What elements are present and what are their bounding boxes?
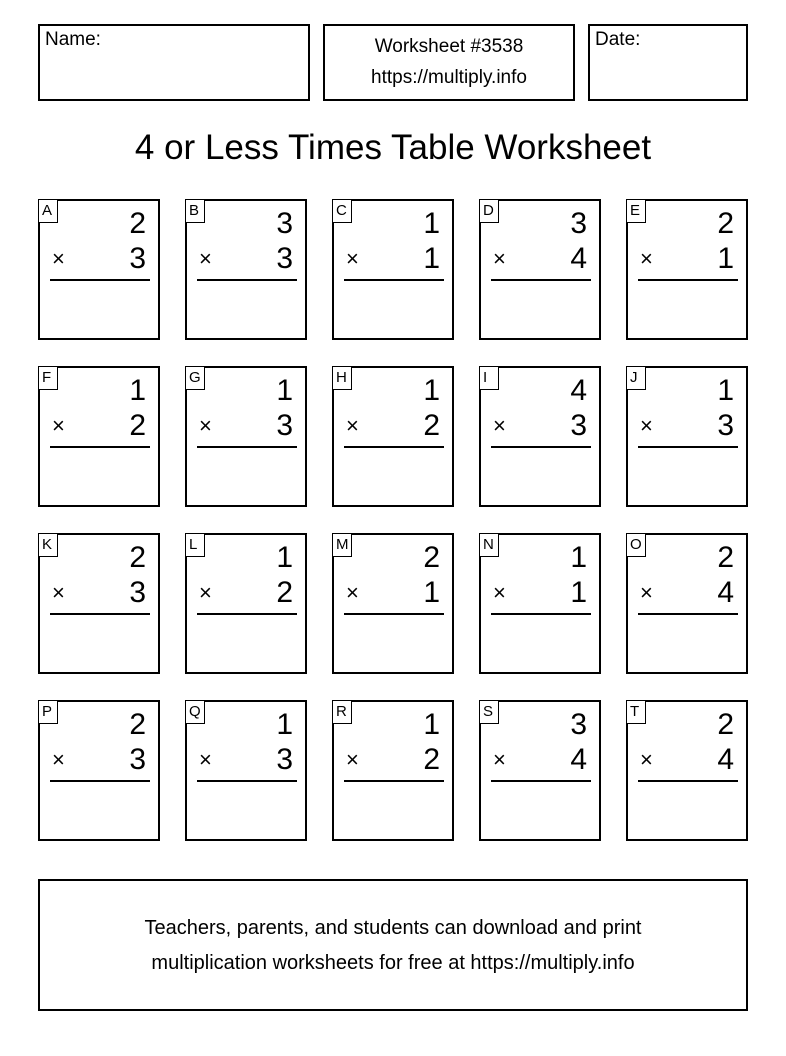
answer-line <box>197 446 297 448</box>
answer-line <box>638 780 738 782</box>
multiplier: 1 <box>570 576 587 609</box>
multiplier: 2 <box>423 743 440 776</box>
multiplicand: 1 <box>717 374 734 407</box>
answer-line <box>197 613 297 615</box>
problem-letter: R <box>332 700 352 724</box>
answer-line <box>50 613 150 615</box>
multiplicand: 2 <box>717 541 734 574</box>
multiplier: 2 <box>129 409 146 442</box>
problem-card <box>38 366 160 507</box>
problem-letter: K <box>38 533 58 557</box>
times-sign: × <box>493 580 506 605</box>
times-sign: × <box>640 413 653 438</box>
problem-letter: E <box>626 199 646 223</box>
multiplicand: 2 <box>129 207 146 240</box>
problem-letter: N <box>479 533 499 557</box>
multiplicand: 2 <box>423 541 440 574</box>
times-sign: × <box>346 747 359 772</box>
problem-letter: L <box>185 533 205 557</box>
multiplicand: 1 <box>276 708 293 741</box>
times-sign: × <box>493 747 506 772</box>
problem-card <box>185 700 307 841</box>
answer-line <box>50 780 150 782</box>
problem-card <box>626 199 748 340</box>
problem-letter: B <box>185 199 205 223</box>
multiplicand: 1 <box>129 374 146 407</box>
problem-card <box>479 533 601 674</box>
problem-letter: D <box>479 199 499 223</box>
problem-letter: F <box>38 366 58 390</box>
answer-line <box>638 279 738 281</box>
problem-card <box>626 366 748 507</box>
multiplicand: 1 <box>276 374 293 407</box>
times-sign: × <box>199 246 212 271</box>
problem-card <box>185 366 307 507</box>
problem-card <box>332 533 454 674</box>
answer-line <box>638 613 738 615</box>
multiplier: 3 <box>129 576 146 609</box>
multiplicand: 3 <box>276 207 293 240</box>
problem-card <box>479 366 601 507</box>
problem-letter: Q <box>185 700 205 724</box>
answer-line <box>344 446 444 448</box>
times-sign: × <box>52 413 65 438</box>
answer-line <box>491 780 591 782</box>
times-sign: × <box>493 246 506 271</box>
answer-line <box>344 613 444 615</box>
multiplier: 3 <box>276 242 293 275</box>
answer-line <box>491 279 591 281</box>
answer-line <box>491 613 591 615</box>
multiplier: 4 <box>570 743 587 776</box>
multiplier: 2 <box>423 409 440 442</box>
multiplier: 1 <box>717 242 734 275</box>
multiplier: 3 <box>129 743 146 776</box>
multiplier: 3 <box>276 743 293 776</box>
times-sign: × <box>640 246 653 271</box>
multiplicand: 2 <box>129 541 146 574</box>
problem-letter: A <box>38 199 58 223</box>
multiplier: 4 <box>570 242 587 275</box>
multiplier: 3 <box>129 242 146 275</box>
problem-card <box>332 366 454 507</box>
times-sign: × <box>346 246 359 271</box>
answer-line <box>197 279 297 281</box>
footer-line-1: Teachers, parents, and students can download and print <box>144 917 642 939</box>
multiplicand: 3 <box>570 708 587 741</box>
problem-letter: I <box>479 366 499 390</box>
problem-letter: H <box>332 366 352 390</box>
multiplier: 1 <box>423 242 440 275</box>
problem-card <box>38 199 160 340</box>
times-sign: × <box>199 580 212 605</box>
footer-box <box>38 879 748 1011</box>
problem-card <box>626 533 748 674</box>
multiplicand: 4 <box>570 374 587 407</box>
problem-letter: J <box>626 366 646 390</box>
times-sign: × <box>640 747 653 772</box>
problem-letter: S <box>479 700 499 724</box>
multiplier: 3 <box>717 409 734 442</box>
problem-card <box>626 700 748 841</box>
problem-letter: P <box>38 700 58 724</box>
page-title: 4 or Less Times Table Worksheet <box>134 128 652 167</box>
multiplicand: 1 <box>423 207 440 240</box>
problem-card <box>332 700 454 841</box>
multiplicand: 1 <box>570 541 587 574</box>
multiplicand: 1 <box>423 708 440 741</box>
multiplier: 1 <box>423 576 440 609</box>
answer-line <box>344 780 444 782</box>
times-sign: × <box>346 413 359 438</box>
times-sign: × <box>346 580 359 605</box>
times-sign: × <box>493 413 506 438</box>
multiplier: 4 <box>717 576 734 609</box>
answer-line <box>638 446 738 448</box>
problem-card <box>185 199 307 340</box>
multiplier: 3 <box>570 409 587 442</box>
multiplicand: 2 <box>129 708 146 741</box>
name-label: Name: <box>45 29 101 50</box>
date-label: Date: <box>595 29 641 50</box>
multiplicand: 3 <box>570 207 587 240</box>
answer-line <box>344 279 444 281</box>
problem-letter: M <box>332 533 352 557</box>
multiplicand: 2 <box>717 207 734 240</box>
problem-card <box>38 700 160 841</box>
problem-letter: G <box>185 366 205 390</box>
problem-card <box>332 199 454 340</box>
worksheet-url: https://multiply.info <box>371 67 527 88</box>
times-sign: × <box>52 747 65 772</box>
times-sign: × <box>52 246 65 271</box>
multiplicand: 1 <box>423 374 440 407</box>
multiplier: 4 <box>717 743 734 776</box>
problem-card <box>479 700 601 841</box>
answer-line <box>197 780 297 782</box>
worksheet-number: Worksheet #3538 <box>374 36 524 57</box>
answer-line <box>491 446 591 448</box>
multiplicand: 1 <box>276 541 293 574</box>
answer-line <box>50 446 150 448</box>
multiplier: 2 <box>276 576 293 609</box>
problem-card <box>185 533 307 674</box>
problem-card <box>479 199 601 340</box>
times-sign: × <box>52 580 65 605</box>
times-sign: × <box>199 747 212 772</box>
multiplier: 3 <box>276 409 293 442</box>
times-sign: × <box>640 580 653 605</box>
answer-line <box>50 279 150 281</box>
times-sign: × <box>199 413 212 438</box>
footer-line-2: multiplication worksheets for free at https://multiply.info <box>151 952 635 974</box>
problem-letter: C <box>332 199 352 223</box>
multiplicand: 2 <box>717 708 734 741</box>
problem-card <box>38 533 160 674</box>
problem-letter: O <box>626 533 646 557</box>
problem-letter: T <box>626 700 646 724</box>
